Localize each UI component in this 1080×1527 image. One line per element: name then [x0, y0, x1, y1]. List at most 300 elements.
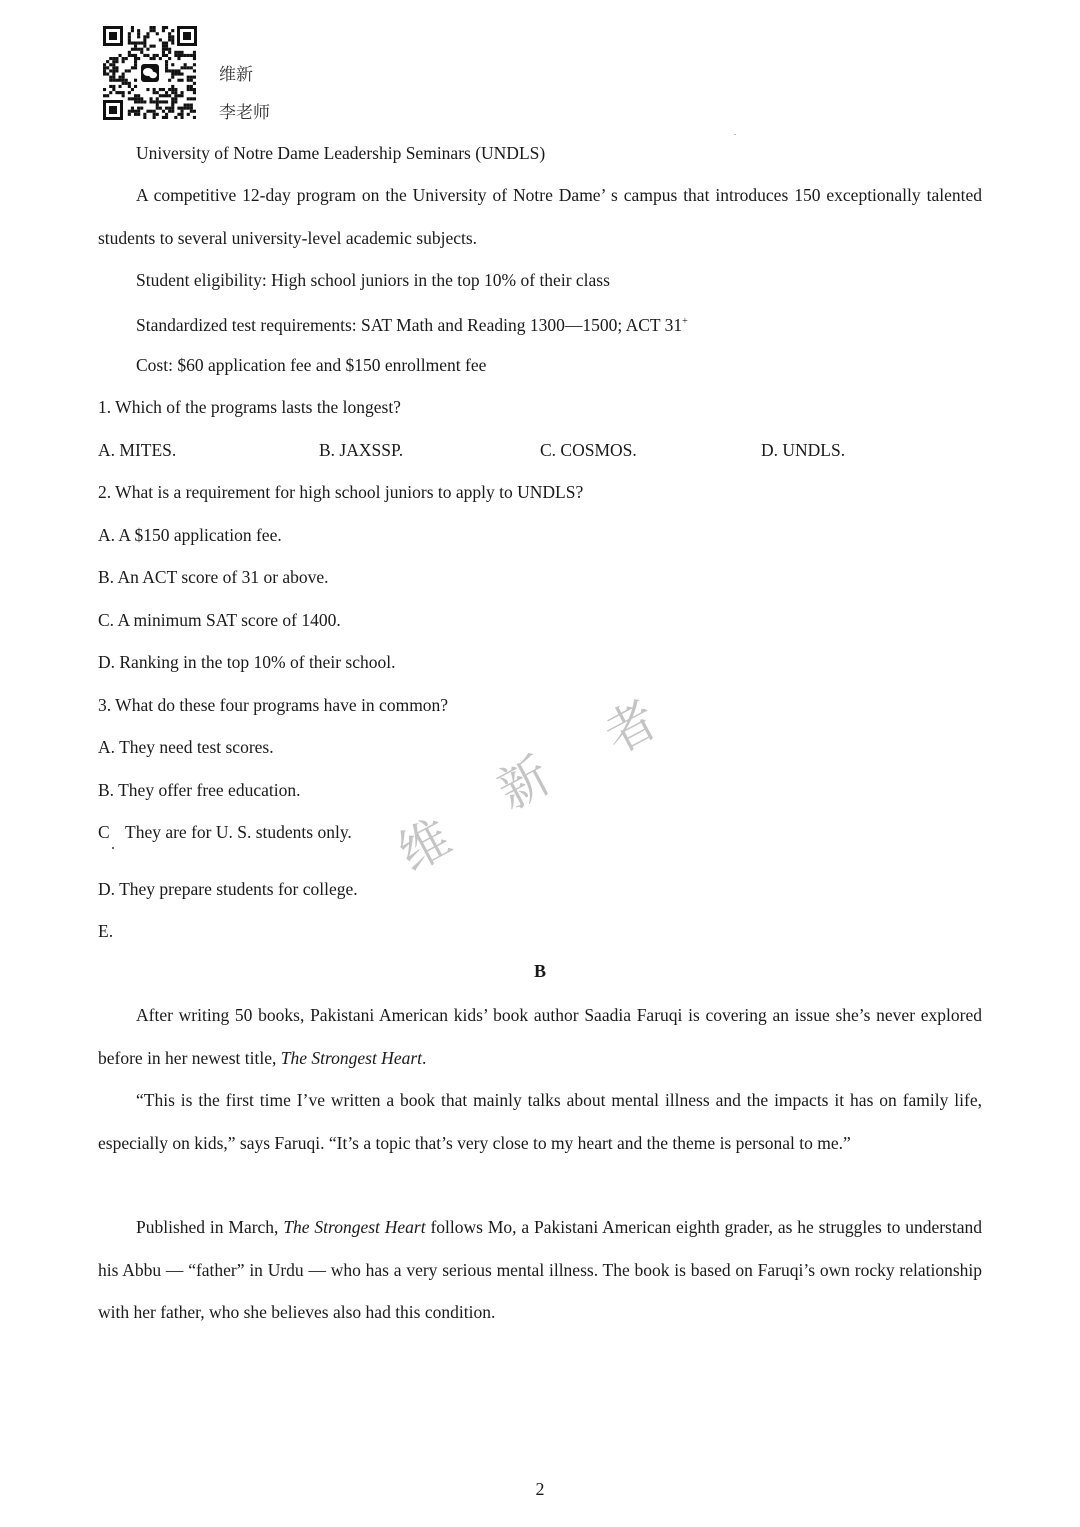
qr-module: [153, 57, 156, 60]
qr-module: [168, 110, 171, 113]
qr-module: [140, 42, 143, 45]
qr-module: [190, 54, 193, 57]
qr-module: [134, 54, 137, 57]
section-b-paragraph-3: Published in March, The Strongest Heart follows Mo, a Pakistani American eighth grader, as he struggles to understand his Abbu — “father” in Urdu — who has a very serious mental illness. The book is based on Faruqi’s own rocky relationship with her father, who she believes also had this condition.: [98, 1217, 982, 1322]
qr-module: [162, 54, 165, 57]
qr-module: [128, 110, 131, 113]
qr-module: [115, 60, 118, 63]
qr-module: [115, 66, 118, 69]
qr-module: [174, 51, 177, 54]
qr-module: [115, 79, 118, 82]
qr-module: [159, 38, 162, 41]
question-3-option-d: D. They prepare students for college.: [98, 879, 358, 899]
qr-module: [150, 110, 153, 113]
qr-module: [153, 29, 156, 32]
qr-module: [153, 110, 156, 113]
qr-module: [119, 79, 122, 82]
teacher-name: 李老师: [219, 103, 270, 123]
qr-module: [140, 100, 143, 103]
qr-module: [137, 100, 140, 103]
qr-module: [168, 48, 171, 51]
qr-module: [184, 104, 187, 107]
qr-module: [187, 66, 190, 69]
qr-module: [112, 85, 115, 88]
qr-module: [174, 88, 177, 91]
qr-module: [193, 63, 196, 66]
qr-module: [190, 76, 193, 79]
qr-module: [103, 88, 106, 91]
qr-module: [168, 69, 171, 72]
qr-module: [181, 116, 184, 119]
qr-module: [109, 69, 112, 72]
qr-module: [165, 69, 168, 72]
qr-module: [162, 29, 165, 32]
qr-module: [150, 26, 153, 29]
qr-module: [181, 51, 184, 54]
qr-module: [184, 66, 187, 69]
qr-module: [137, 107, 140, 110]
qr-module: [109, 85, 112, 88]
qr-module: [193, 97, 196, 100]
qr-module: [165, 94, 168, 97]
qr-module: [150, 29, 153, 32]
qr-module: [168, 38, 171, 41]
qr-module: [174, 94, 177, 97]
qr-module: [134, 57, 137, 60]
qr-module: [184, 107, 187, 110]
qr-module: [171, 76, 174, 79]
qr-module: [162, 45, 165, 48]
qr-module: [162, 88, 165, 91]
qr-module: [159, 57, 162, 60]
qr-module: [131, 26, 134, 29]
program-title: University of Notre Dame Leadership Seminars (UNDLS): [136, 143, 546, 163]
qr-module: [153, 116, 156, 119]
qr-module: [103, 66, 106, 69]
qr-module: [112, 76, 115, 79]
qr-module: [143, 116, 146, 119]
qr-module: [140, 48, 143, 51]
qr-module: [137, 35, 140, 38]
qr-module: [181, 107, 184, 110]
qr-module: [134, 113, 137, 116]
qr-module: [137, 97, 140, 100]
question-3-option-b: B. They offer free education.: [98, 780, 301, 800]
qr-module: [128, 97, 131, 100]
qr-module: [128, 32, 131, 35]
qr-module: [187, 79, 190, 82]
qr-module: [153, 26, 156, 29]
qr-module: [162, 100, 165, 103]
qr-module: [128, 42, 131, 45]
watermark-char: 维: [389, 808, 461, 883]
qr-module: [168, 88, 171, 91]
qr-module: [156, 91, 159, 94]
qr-module: [143, 45, 146, 48]
qr-module: [137, 48, 140, 51]
qr-module: [162, 48, 165, 51]
qr-module: [134, 63, 137, 66]
qr-module: [134, 60, 137, 63]
qr-module: [143, 38, 146, 41]
qr-module: [168, 32, 171, 35]
qr-module: [156, 100, 159, 103]
qr-module: [103, 73, 106, 76]
qr-module: [159, 88, 162, 91]
qr-module: [190, 104, 193, 107]
qr-module: [134, 79, 137, 82]
qr-module: [140, 97, 143, 100]
qr-module: [115, 69, 118, 72]
qr-module: [171, 100, 174, 103]
qr-module: [122, 57, 125, 60]
qr-module: [159, 107, 162, 110]
qr-module: [153, 91, 156, 94]
qr-module: [184, 54, 187, 57]
qr-module: [134, 97, 137, 100]
qr-module: [103, 94, 106, 97]
qr-module: [165, 26, 168, 29]
qr-module: [177, 79, 180, 82]
qr-module: [131, 88, 134, 91]
qr-module: [177, 73, 180, 76]
qr-module: [177, 51, 180, 54]
qr-module: [168, 51, 171, 54]
qr-module: [143, 100, 146, 103]
qr-module: [159, 100, 162, 103]
question-1-stem: 1. Which of the programs lasts the longest?: [98, 397, 401, 417]
qr-module: [190, 97, 193, 100]
qr-module: [165, 48, 168, 51]
qr-module: [156, 54, 159, 57]
qr-module: [193, 54, 196, 57]
qr-module: [162, 94, 165, 97]
qr-module: [162, 26, 165, 29]
qr-module: [134, 45, 137, 48]
qr-module: [190, 85, 193, 88]
qr-module: [174, 97, 177, 100]
qr-module: [131, 110, 134, 113]
qr-module: [159, 94, 162, 97]
qr-module: [190, 79, 193, 82]
qr-module: [165, 66, 168, 69]
qr-module: [174, 54, 177, 57]
qr-module: [128, 51, 131, 54]
qr-module: [122, 73, 125, 76]
qr-module: [190, 66, 193, 69]
question-2-stem: 2. What is a requirement for high school juniors to apply to UNDLS?: [98, 482, 584, 502]
qr-module: [181, 66, 184, 69]
qr-module: [190, 110, 193, 113]
qr-module: [122, 76, 125, 79]
qr-module: [143, 54, 146, 57]
qr-module: [119, 76, 122, 79]
question-3-option-a: A. They need test scores.: [98, 737, 274, 757]
qr-module: [128, 69, 131, 72]
qr-module: [131, 54, 134, 57]
qr-module: [171, 35, 174, 38]
qr-module: [181, 110, 184, 113]
qr-module: [165, 60, 168, 63]
qr-module: [112, 57, 115, 60]
qr-module: [190, 107, 193, 110]
qr-module: [106, 94, 109, 97]
qr-module: [131, 48, 134, 51]
question-2-option-d: D. Ranking in the top 10% of their school.: [98, 652, 396, 672]
qr-module: [165, 116, 168, 119]
program-eligibility: Student eligibility: High school juniors in the top 10% of their class: [136, 270, 610, 290]
qr-module: [106, 66, 109, 69]
qr-module: [187, 76, 190, 79]
qr-module: [109, 91, 112, 94]
qr-module: [162, 42, 165, 45]
qr-module: [143, 35, 146, 38]
qr-module: [128, 85, 131, 88]
qr-module: [165, 45, 168, 48]
qr-module: [137, 42, 140, 45]
qr-module: [128, 91, 131, 94]
question-1-option-c: C. COSMOS.: [540, 440, 637, 460]
question-2-option-c: C. A minimum SAT score of 1400.: [98, 610, 341, 630]
qr-module: [103, 69, 106, 72]
qr-module: [146, 48, 149, 51]
wechat-qr-code: [103, 26, 197, 120]
qr-module: [134, 110, 137, 113]
question-3-stem: 3. What do these four programs have in common?: [98, 695, 449, 715]
qr-module: [131, 107, 134, 110]
qr-module: [131, 97, 134, 100]
qr-module: [137, 94, 140, 97]
qr-module: [128, 82, 131, 85]
qr-module: [193, 88, 196, 91]
qr-module: [174, 100, 177, 103]
qr-module: [125, 57, 128, 60]
qr-module: [122, 79, 125, 82]
qr-module: [122, 82, 125, 85]
qr-module: [171, 91, 174, 94]
qr-module: [115, 91, 118, 94]
qr-module: [112, 73, 115, 76]
qr-module: [168, 94, 171, 97]
qr-module: [193, 82, 196, 85]
qr-module: [112, 63, 115, 66]
qr-module: [150, 97, 153, 100]
scan-speck: [734, 134, 736, 135]
qr-module: [162, 110, 165, 113]
qr-module: [168, 107, 171, 110]
qr-module: [115, 57, 118, 60]
qr-module: [137, 32, 140, 35]
qr-module: [156, 113, 159, 116]
qr-module: [174, 69, 177, 72]
qr-module: [112, 66, 115, 69]
qr-module: [150, 57, 153, 60]
watermark-char: 者: [595, 690, 667, 765]
qr-module: [128, 113, 131, 116]
qr-module: [171, 110, 174, 113]
qr-module: [181, 94, 184, 97]
question-3-option-c: They are for U. S. students only.: [125, 822, 352, 842]
qr-module: [119, 54, 122, 57]
section-heading: B: [533, 961, 546, 981]
qr-module: [106, 60, 109, 63]
question-1-option-d: D. UNDLS.: [761, 440, 846, 460]
qr-module: [162, 51, 165, 54]
qr-module: [125, 79, 128, 82]
section-b-paragraph-2: “This is the first time I’ve written a book that mainly talks about mental illness and the impacts it has on family life, especially on kids,” says Faruqi. “It’s a topic that’s very close to my heart and the theme is personal to me.”: [98, 1090, 982, 1153]
qr-module: [134, 94, 137, 97]
qr-module: [187, 107, 190, 110]
qr-module: [122, 94, 125, 97]
qr-module: [134, 100, 137, 103]
qr-module: [112, 79, 115, 82]
qr-module: [153, 113, 156, 116]
qr-module: [134, 42, 137, 45]
page-number: 2: [535, 1479, 545, 1499]
qr-module: [193, 91, 196, 94]
qr-module: [177, 94, 180, 97]
qr-module: [131, 66, 134, 69]
qr-module: [112, 88, 115, 91]
option-c-period: [112, 847, 114, 849]
qr-module: [103, 63, 106, 66]
qr-module: [156, 107, 159, 110]
qr-module: [171, 73, 174, 76]
qr-module: [128, 35, 131, 38]
qr-module: [106, 73, 109, 76]
program-test-requirements: Standardized test requirements: SAT Math and Reading 1300—1500; ACT 31+: [136, 314, 688, 335]
qr-module: [168, 79, 171, 82]
qr-module: [181, 79, 184, 82]
qr-module: [181, 54, 184, 57]
qr-module: [134, 66, 137, 69]
qr-module: [184, 63, 187, 66]
qr-module: [187, 85, 190, 88]
qr-module: [162, 116, 165, 119]
question-1-option-b: B. JAXSSP.: [319, 440, 404, 460]
qr-module: [165, 113, 168, 116]
qr-module: [122, 91, 125, 94]
qr-module: [131, 42, 134, 45]
qr-module: [174, 116, 177, 119]
qr-module: [109, 79, 112, 82]
qr-module: [109, 76, 112, 79]
qr-module: [112, 69, 115, 72]
qr-module: [174, 73, 177, 76]
qr-module: [187, 104, 190, 107]
qr-module: [193, 57, 196, 60]
section-b-paragraph-1: After writing 50 books, Pakistani American kids’ book author Saadia Faruqi is covering an issue she’s never explored before in her newest title, The Strongest Heart.: [98, 1005, 982, 1068]
program-cost: Cost: $60 application fee and $150 enrollment fee: [136, 355, 487, 375]
qr-module: [137, 110, 140, 113]
qr-module: [146, 88, 149, 91]
qr-module: [146, 54, 149, 57]
qr-module: [140, 51, 143, 54]
qr-module: [171, 63, 174, 66]
qr-module: [112, 60, 115, 63]
qr-module: [177, 69, 180, 72]
qr-module: [165, 107, 168, 110]
qr-module: [168, 35, 171, 38]
qr-module: [171, 85, 174, 88]
qr-module: [156, 97, 159, 100]
qr-module: [181, 113, 184, 116]
qr-module: [187, 97, 190, 100]
qr-module: [146, 110, 149, 113]
qr-module: [153, 100, 156, 103]
qr-module: [177, 107, 180, 110]
qr-module: [190, 88, 193, 91]
qr-module: [165, 100, 168, 103]
qr-module: [109, 57, 112, 60]
qr-module: [171, 29, 174, 32]
qr-module: [153, 88, 156, 91]
qr-module: [134, 48, 137, 51]
question-1-option-a: A. MITES.: [98, 440, 177, 460]
qr-module: [125, 69, 128, 72]
qr-module: [122, 60, 125, 63]
qr-module: [153, 45, 156, 48]
qr-module: [134, 85, 137, 88]
qr-module: [137, 113, 140, 116]
qr-module: [150, 45, 153, 48]
qr-module: [165, 91, 168, 94]
qr-module: [150, 100, 153, 103]
qr-module: [177, 57, 180, 60]
qr-module: [181, 91, 184, 94]
qr-module: [146, 32, 149, 35]
qr-module: [181, 73, 184, 76]
question-2-option-b: B. An ACT score of 31 or above.: [98, 567, 329, 587]
qr-module: [193, 69, 196, 72]
qr-module: [156, 32, 159, 35]
qr-module: [171, 42, 174, 45]
qr-module: [171, 38, 174, 41]
qr-module: [187, 54, 190, 57]
qr-module: [187, 88, 190, 91]
qr-module: [177, 54, 180, 57]
qr-module: [146, 35, 149, 38]
qr-module: [119, 85, 122, 88]
qr-module: [165, 54, 168, 57]
brand-name: 维新: [219, 65, 253, 85]
qr-module: [119, 91, 122, 94]
qr-module: [128, 54, 131, 57]
qr-module: [137, 57, 140, 60]
qr-module: [193, 51, 196, 54]
qr-module: [193, 76, 196, 79]
qr-module: [156, 104, 159, 107]
qr-module: [171, 107, 174, 110]
qr-module: [143, 113, 146, 116]
qr-module: [193, 110, 196, 113]
qr-module: [177, 113, 180, 116]
qr-module: [109, 63, 112, 66]
qr-module: [140, 107, 143, 110]
qr-module: [131, 29, 134, 32]
question-3-option-e: E.: [98, 921, 114, 941]
qr-module: [137, 29, 140, 32]
qr-module: [165, 63, 168, 66]
qr-module: [128, 38, 131, 41]
question-3-option-c-letter: C: [98, 822, 110, 842]
qr-module: [165, 42, 168, 45]
qr-module: [193, 116, 196, 119]
qr-module: [171, 69, 174, 72]
qr-module: [171, 104, 174, 107]
qr-module: [143, 42, 146, 45]
qr-module: [171, 97, 174, 100]
